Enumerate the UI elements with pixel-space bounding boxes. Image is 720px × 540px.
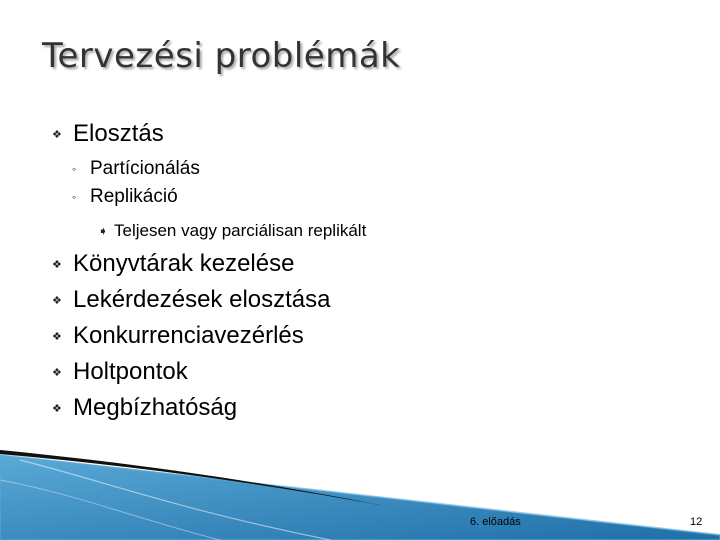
decorative-wave-graphic bbox=[0, 440, 720, 540]
slide-title: Tervezési problémák bbox=[42, 36, 401, 76]
sub-bullet-item bbox=[72, 186, 178, 208]
sub-bullet-text: Replikáció bbox=[90, 186, 178, 207]
bullet-text: Elosztás bbox=[73, 120, 164, 147]
circle-bullet-icon: ◦ bbox=[72, 190, 77, 204]
square-bullet-icon: ❖ bbox=[52, 402, 62, 415]
square-bullet-icon: ❖ bbox=[52, 258, 62, 271]
bullet-item bbox=[52, 250, 294, 278]
bullet-item bbox=[52, 120, 164, 148]
square-bullet-icon: ❖ bbox=[52, 294, 62, 307]
page-number: 12 bbox=[690, 516, 703, 528]
circle-bullet-icon: ◦ bbox=[72, 162, 77, 176]
square-bullet-icon: ❖ bbox=[52, 366, 62, 379]
bullet-text: Lekérdezések elosztása bbox=[73, 286, 331, 313]
square-bullet-icon: ❖ bbox=[52, 330, 62, 343]
footer-lecture: 6. előadás bbox=[470, 516, 521, 528]
bullet-item bbox=[52, 286, 330, 314]
bullet-text: Holtpontok bbox=[73, 358, 188, 385]
sub-bullet-text: Partícionálás bbox=[90, 158, 200, 179]
sub-sub-bullet-text: Teljesen vagy parciálisan replikált bbox=[114, 221, 367, 240]
bullet-item bbox=[52, 322, 304, 350]
square-bullet-icon: ❖ bbox=[52, 128, 62, 141]
bullet-item bbox=[52, 394, 237, 422]
arrow-bullet-icon: ➧ bbox=[98, 224, 109, 238]
sub-bullet-item bbox=[72, 158, 200, 180]
bullet-text: Könyvtárak kezelése bbox=[73, 250, 295, 277]
sub-sub-bullet-item bbox=[98, 221, 366, 241]
bullet-text: Konkurrenciavezérlés bbox=[73, 322, 304, 349]
bullet-item bbox=[52, 358, 188, 386]
bullet-text: Megbízhatóság bbox=[73, 394, 238, 421]
